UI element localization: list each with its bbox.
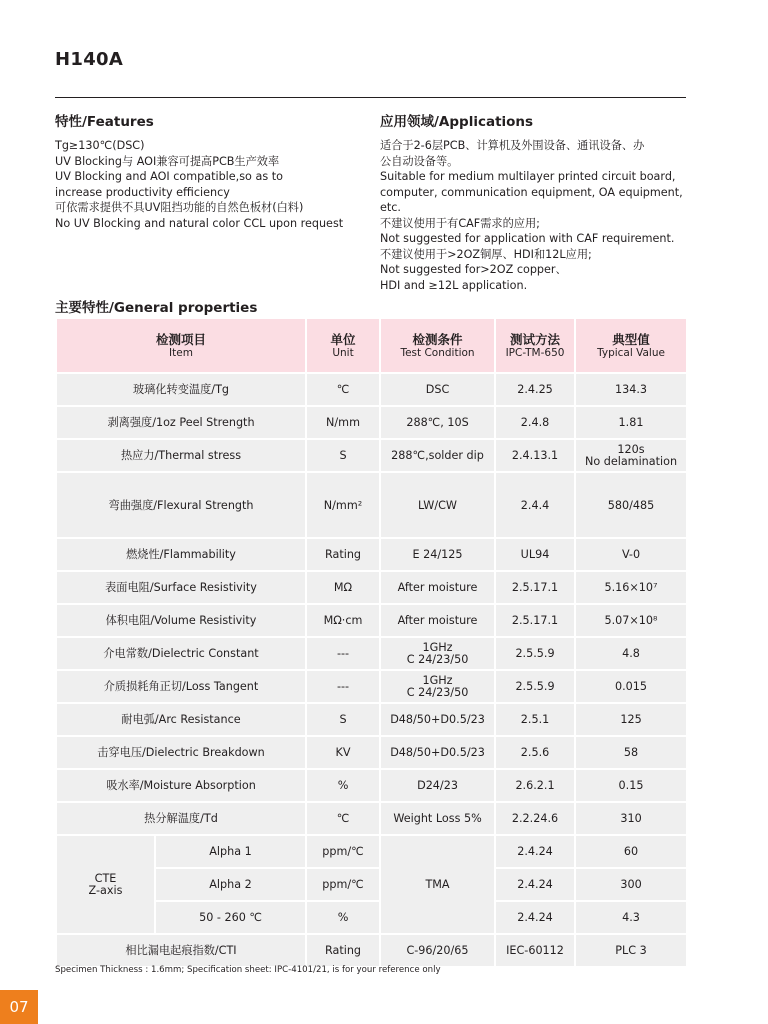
cell-condition [380,670,495,703]
features-line: UV Blocking and AOI compatible,so as to [55,170,283,183]
cell-unit: --- [306,670,380,703]
cell-unit: KV [306,736,380,769]
applications-line: 不建议使用于有CAF需求的应用; [380,216,540,230]
cell-item: 热分解温度/Td [56,802,306,835]
cell-value: 60 [575,835,687,868]
cell-value: 4.8 [575,637,687,670]
cell-condition: DSC [380,373,495,406]
header-test-method: 测试方法 IPC-TM-650 [495,318,575,373]
applications-line: 不建议使用于>2OZ铜厚、HDI和12L应用; [380,247,592,261]
table-row [56,439,687,472]
cell-unit: S [306,703,380,736]
cell-item: 玻璃化转变温度/Tg [56,373,306,406]
cell-value: 125 [575,703,687,736]
cell-value: 134.3 [575,373,687,406]
general-properties-title: 主要特性/General properties [55,300,258,316]
cell-condition: C-96/20/65 [380,934,495,967]
cell-condition: D48/50+D0.5/23 [380,736,495,769]
features-heading: 特性/Features [55,114,154,130]
cell-cte-condition: TMA [380,835,495,934]
applications-line: computer, communication equipment, OA equipment, [380,185,683,199]
cell-unit: % [306,901,380,934]
cell-unit: S [306,439,380,472]
cell-item: 相比漏电起痕指数/CTI [56,934,306,967]
cell-item: 剥离强度/1oz Peel Strength [56,406,306,439]
cell-condition: LW/CW [380,472,495,538]
table-row [56,373,687,406]
cell-condition: D48/50+D0.5/23 [380,703,495,736]
table-row [56,934,687,967]
condition-line: 1GHz [422,673,453,687]
table-row [56,802,687,835]
cell-method: 2.5.5.9 [495,637,575,670]
cell-method: 2.4.24 [495,835,575,868]
cell-item: 燃烧性/Flammability [56,538,306,571]
features-line: No UV Blocking and natural color CCL upon request [55,216,344,230]
page-number: 07 [9,998,29,1016]
cell-method: 2.2.24.6 [495,802,575,835]
cell-item: 体积电阻/Volume Resistivity [56,604,306,637]
cell-condition [380,637,495,670]
header-typical-value: 典型值 Typical Value [575,318,687,373]
table-row [56,604,687,637]
table-row [56,736,687,769]
condition-line: C 24/23/50 [406,652,469,666]
value-line: No delamination [584,454,678,468]
cell-item: 表面电阻/Surface Resistivity [56,571,306,604]
table-row [56,538,687,571]
cell-method: 2.6.2.1 [495,769,575,802]
cell-method: 2.4.25 [495,373,575,406]
cell-item: 击穿电压/Dielectric Breakdown [56,736,306,769]
cell-item: 热应力/Thermal stress [56,439,306,472]
cell-condition: 288℃, 10S [380,406,495,439]
cell-method: 2.4.8 [495,406,575,439]
header-item: 检测项目 Item [56,318,306,373]
cell-method: 2.5.17.1 [495,604,575,637]
cell-condition: After moisture [380,604,495,637]
cell-condition: Weight Loss 5% [380,802,495,835]
header-unit: 单位 Unit [306,318,380,373]
cell-method: 2.5.6 [495,736,575,769]
applications-heading: 应用领域/Applications [380,114,534,130]
table-row [56,571,687,604]
cell-cte-sub: Alpha 1 [155,835,306,868]
cell-item: 介质损耗角正切/Loss Tangent [56,670,306,703]
cell-cte-sub: 50 - 260 ℃ [155,901,306,934]
table-header-row [56,318,687,373]
table-row-cte [56,835,687,868]
cell-unit: MΩ·cm [306,604,380,637]
cte-label-line: Z-axis [88,883,123,897]
table-row [56,769,687,802]
cell-unit: ppm/℃ [306,868,380,901]
cell-item: 弯曲强度/Flexural Strength [56,472,306,538]
properties-table [55,317,688,968]
cell-method: 2.4.24 [495,868,575,901]
cell-value: 580/485 [575,472,687,538]
applications-line: Suitable for medium multilayer printed circuit board, [380,170,676,183]
features-line: increase productivity efficiency [55,185,230,199]
cell-item: 耐电弧/Arc Resistance [56,703,306,736]
condition-line: C 24/23/50 [406,685,469,699]
cell-value [575,439,687,472]
cell-value: 4.3 [575,901,687,934]
title-divider [55,97,686,98]
cell-condition: After moisture [380,571,495,604]
header-test-condition: 检测条件 Test Condition [380,318,495,373]
cell-item: 介电常数/Dielectric Constant [56,637,306,670]
cell-method: IEC-60112 [495,934,575,967]
features-line: UV Blocking与 AOI兼容可提高PCB生产效率 [55,154,280,168]
applications-line: 适合于2-6层PCB、计算机及外围设备、通讯设备、办 [380,139,645,152]
cell-value: V-0 [575,538,687,571]
cell-value: 58 [575,736,687,769]
page-number-tab [0,990,38,1024]
cell-value: 0.15 [575,769,687,802]
cell-method: 2.5.1 [495,703,575,736]
document-title: H140A [55,49,124,70]
applications-line: Not suggested for>2OZ copper、 [380,263,567,276]
cell-unit: % [306,769,380,802]
condition-line: 1GHz [422,640,453,654]
cell-method: 2.4.4 [495,472,575,538]
applications-line: Not suggested for application with CAF requirement. [380,232,675,245]
cell-unit: N/mm² [306,472,380,538]
applications-line: HDI and ≥12L application. [380,278,528,292]
cell-cte-label [56,835,155,934]
cell-unit: ppm/℃ [306,835,380,868]
applications-section [380,114,692,293]
cell-unit: Rating [306,934,380,967]
cell-value: 300 [575,868,687,901]
applications-line: etc. [380,201,401,214]
cell-value: 5.16×10⁷ [575,571,687,604]
cell-value: 310 [575,802,687,835]
cell-unit: N/mm [306,406,380,439]
table-row [56,703,687,736]
cell-condition: D24/23 [380,769,495,802]
cell-method: 2.4.24 [495,901,575,934]
cell-value: PLC 3 [575,934,687,967]
table-row [56,406,687,439]
features-line: 可依需求提供不具UV阻挡功能的自然色板材(白料) [55,201,304,214]
value-line: 120s [617,442,645,456]
cell-method: 2.5.5.9 [495,670,575,703]
cell-unit: MΩ [306,571,380,604]
cell-method: 2.4.13.1 [495,439,575,472]
cell-method: UL94 [495,538,575,571]
cell-cte-sub: Alpha 2 [155,868,306,901]
cell-value: 5.07×10⁸ [575,604,687,637]
cell-value: 0.015 [575,670,687,703]
cell-unit: Rating [306,538,380,571]
cell-unit: --- [306,637,380,670]
table-row [56,670,687,703]
cte-label-line: CTE [94,871,117,885]
footnote: Specimen Thickness : 1.6mm; Specification sheet: IPC-4101/21, is for your reference only [55,965,441,975]
cell-condition: E 24/125 [380,538,495,571]
cell-item: 吸水率/Moisture Absorption [56,769,306,802]
cell-value: 1.81 [575,406,687,439]
cell-unit: ℃ [306,373,380,406]
cell-method: 2.5.17.1 [495,571,575,604]
table-row [56,637,687,670]
features-line: Tg≥130℃(DSC) [55,139,145,152]
cell-unit: ℃ [306,802,380,835]
features-section [55,114,370,231]
applications-line: 公自动设备等。 [380,154,459,168]
table-row [56,472,687,538]
cell-condition: 288℃,solder dip [380,439,495,472]
